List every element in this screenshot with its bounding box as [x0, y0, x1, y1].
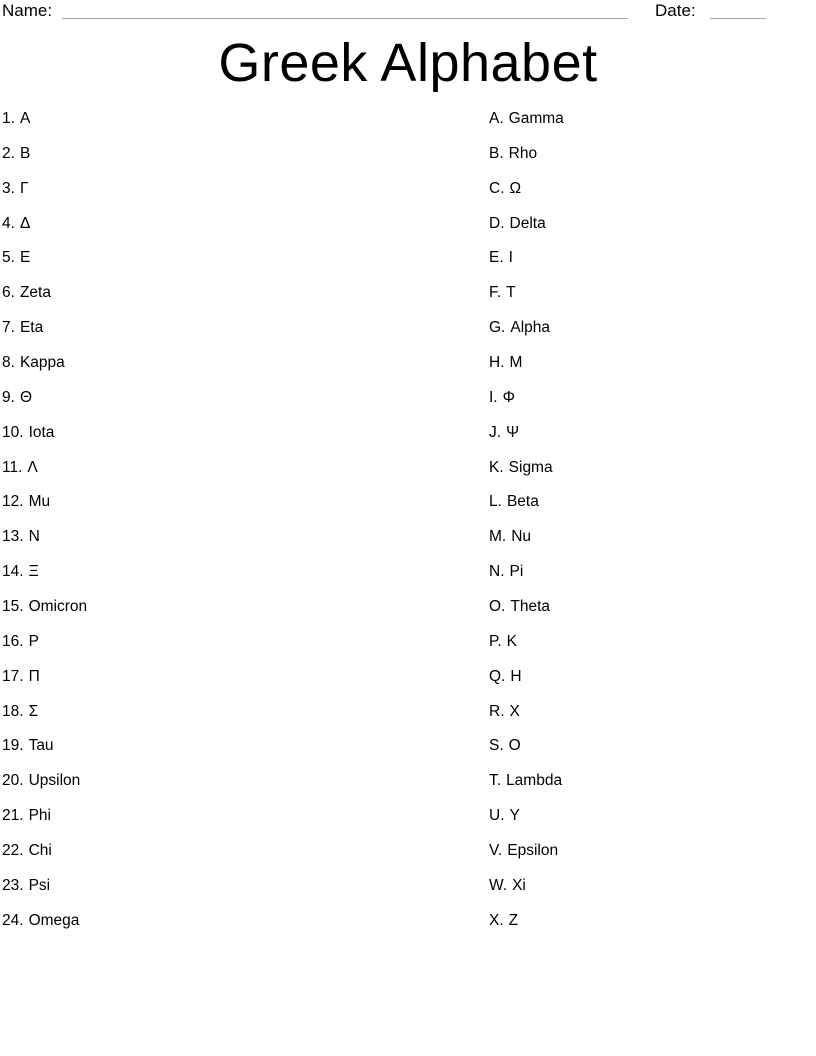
answer-text: Nu [511, 528, 532, 546]
question-number: 8. [2, 354, 15, 372]
question-list [2, 110, 482, 947]
question-item [2, 807, 482, 842]
answer-item [489, 807, 809, 842]
answer-letter: G. [489, 319, 506, 337]
answer-text: Τ [506, 284, 516, 302]
question-text: Iota [28, 423, 55, 441]
question-text: Psi [28, 876, 51, 894]
question-number: 18. [2, 702, 24, 720]
question-text: Ρ [28, 632, 39, 650]
question-text: Phi [28, 807, 51, 825]
answer-text: Delta [509, 214, 546, 232]
answer-text: Epsilon [507, 842, 559, 860]
question-number: 24. [2, 911, 24, 929]
question-item [2, 110, 482, 145]
answer-letter: I. [489, 388, 498, 406]
question-item [2, 598, 482, 633]
question-text: Ε [19, 249, 31, 267]
question-number: 7. [2, 319, 15, 337]
question-item [2, 772, 482, 807]
date-label: Date: [655, 1, 696, 20]
question-item [2, 563, 482, 598]
question-text: Omega [28, 911, 80, 929]
answer-letter: P. [489, 632, 502, 650]
answer-item [489, 633, 809, 668]
question-number: 2. [2, 144, 15, 162]
question-number: 10. [2, 423, 24, 441]
answer-list [489, 110, 809, 947]
answer-item [489, 703, 809, 738]
question-text: Σ [28, 702, 39, 720]
answer-text: Ψ [506, 423, 520, 441]
answer-item [489, 389, 809, 424]
answer-text: Ο [508, 737, 521, 755]
question-item [2, 737, 482, 772]
answer-letter: U. [489, 807, 505, 825]
question-text: Ξ [28, 563, 39, 581]
question-number: 13. [2, 528, 24, 546]
answer-item [489, 842, 809, 877]
answer-letter: K. [489, 458, 504, 476]
question-item [2, 180, 482, 215]
answer-item [489, 354, 809, 389]
question-text: Kappa [19, 354, 65, 372]
question-text: Eta [19, 319, 44, 337]
question-item [2, 842, 482, 877]
answer-item [489, 598, 809, 633]
answer-letter: X. [489, 911, 504, 929]
answer-letter: A. [489, 110, 504, 127]
answer-letter: E. [489, 249, 504, 267]
question-number: 23. [2, 876, 24, 894]
question-number: 11. [2, 458, 23, 476]
answer-letter: D. [489, 214, 505, 232]
question-text: Γ [19, 179, 29, 197]
question-text: Β [19, 144, 31, 162]
question-text: Π [28, 667, 40, 685]
question-item [2, 633, 482, 668]
question-item [2, 284, 482, 319]
answer-item [489, 877, 809, 912]
answer-item [489, 249, 809, 284]
answer-letter: R. [489, 702, 505, 720]
question-number: 4. [2, 214, 15, 232]
question-number: 19. [2, 737, 24, 755]
answer-letter: Q. [489, 667, 506, 685]
question-item [2, 528, 482, 563]
question-text: Zeta [19, 284, 51, 302]
question-number: 3. [2, 179, 15, 197]
answer-text: Ζ [508, 911, 519, 929]
answer-letter: S. [489, 737, 504, 755]
question-number: 12. [2, 493, 24, 511]
answer-item [489, 319, 809, 354]
question-item [2, 354, 482, 389]
question-item [2, 424, 482, 459]
answer-item [489, 424, 809, 459]
question-item [2, 389, 482, 424]
question-text: Θ [19, 388, 32, 406]
answer-text: Theta [510, 598, 551, 616]
question-number: 21. [2, 807, 24, 825]
answer-letter: T. [489, 772, 502, 790]
answer-item [489, 284, 809, 319]
worksheet-header [0, 0, 816, 24]
page-title: Greek Alphabet [218, 33, 598, 93]
answer-item [489, 493, 809, 528]
question-text: Λ [27, 458, 38, 476]
question-item [2, 319, 482, 354]
answer-text: Gamma [508, 110, 564, 127]
answer-letter: V. [489, 842, 503, 860]
answer-item [489, 668, 809, 703]
question-number: 22. [2, 842, 24, 860]
answer-letter: N. [489, 563, 505, 581]
answer-letter: F. [489, 284, 502, 302]
question-item [2, 877, 482, 912]
question-text: Δ [19, 214, 31, 232]
question-number: 6. [2, 284, 15, 302]
answer-text: Φ [502, 388, 515, 406]
question-number: 9. [2, 388, 15, 406]
answer-text: Χ [509, 702, 520, 720]
question-text: Mu [28, 493, 51, 511]
question-item [2, 145, 482, 180]
question-item [2, 459, 482, 494]
answer-text: Beta [506, 493, 539, 511]
question-item [2, 668, 482, 703]
question-text: Chi [28, 842, 52, 860]
question-text: Ν [28, 528, 40, 546]
question-number: 5. [2, 249, 15, 267]
question-number: 16. [2, 632, 24, 650]
question-text: Upsilon [28, 772, 81, 790]
answer-letter: O. [489, 598, 506, 616]
answer-letter: H. [489, 354, 505, 372]
answer-letter: J. [489, 423, 502, 441]
question-item [2, 215, 482, 250]
answer-text: Pi [509, 563, 524, 581]
question-number: 1. [2, 110, 15, 127]
answer-text: Μ [509, 354, 523, 372]
answer-letter: W. [489, 876, 508, 894]
question-item [2, 912, 482, 947]
question-item [2, 249, 482, 284]
answer-item [489, 459, 809, 494]
question-item [2, 703, 482, 738]
answer-text: Κ [506, 632, 517, 650]
question-item [2, 493, 482, 528]
answer-text: Lambda [506, 772, 563, 790]
answer-letter: M. [489, 528, 507, 546]
question-text: Tau [28, 737, 54, 755]
answer-item [489, 563, 809, 598]
answer-item [489, 528, 809, 563]
answer-text: Xi [512, 876, 526, 894]
answer-text: Sigma [508, 458, 553, 476]
name-blank-line [62, 18, 628, 19]
answer-text: Υ [509, 807, 520, 825]
answer-letter: L. [489, 493, 502, 511]
answer-item [489, 180, 809, 215]
answer-item [489, 772, 809, 807]
name-label: Name: [2, 1, 53, 20]
answer-text: Ι [508, 249, 513, 267]
question-number: 20. [2, 772, 24, 790]
answer-text: Ω [509, 179, 522, 197]
answer-item [489, 737, 809, 772]
date-blank-line [710, 18, 766, 19]
answer-text: Η [510, 667, 522, 685]
question-text: Omicron [28, 598, 88, 616]
question-number: 14. [2, 563, 24, 581]
question-text: Α [19, 110, 31, 127]
answer-text: Alpha [510, 319, 551, 337]
answer-letter: B. [489, 144, 504, 162]
answer-item [489, 110, 809, 145]
question-number: 17. [2, 667, 24, 685]
answer-item [489, 145, 809, 180]
answer-item [489, 912, 809, 947]
answer-letter: C. [489, 179, 505, 197]
answer-text: Rho [508, 144, 538, 162]
question-number: 15. [2, 598, 24, 616]
answer-item [489, 215, 809, 250]
